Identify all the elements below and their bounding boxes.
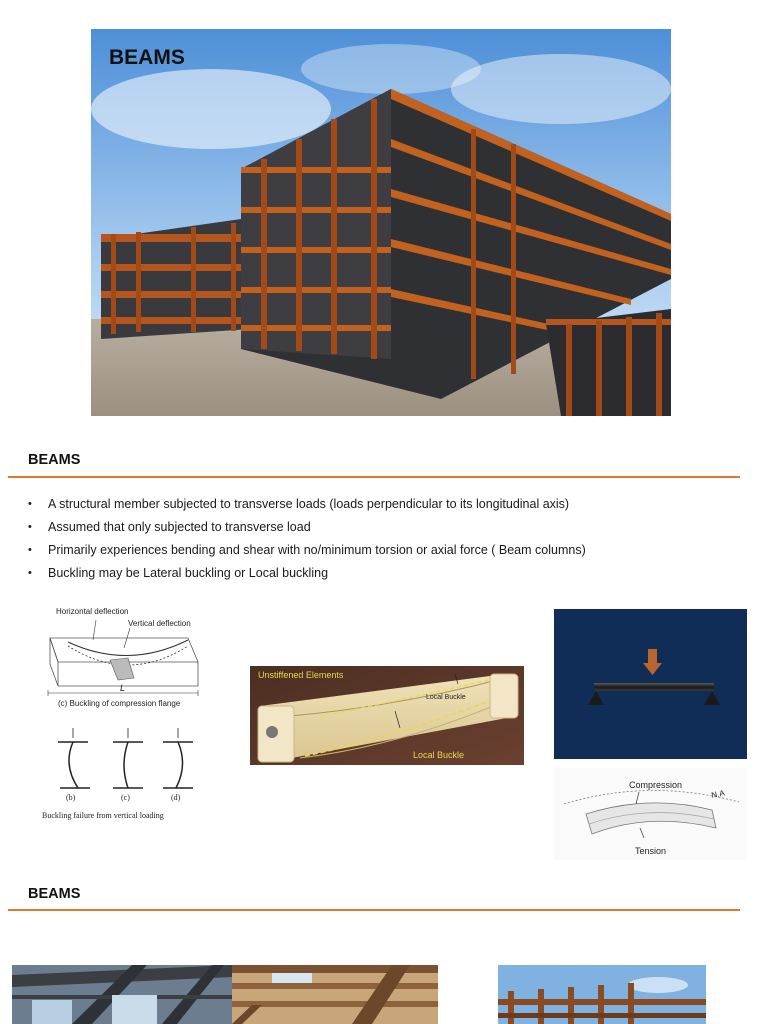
neutral-axis-label: N.A: [710, 788, 726, 800]
section-divider: [8, 476, 740, 478]
timber-roof-photo: [232, 965, 438, 1024]
compression-label: Compression: [629, 780, 683, 790]
local-buckle-photo: [250, 666, 524, 765]
section-divider: [8, 909, 740, 911]
bullet-item: • Primarily experiences bending and shear with no/minimum torsion or axial force ( Beam columns): [28, 540, 586, 563]
local-buckle-small-label: Local Buckle: [426, 694, 466, 701]
tension-label: Tension: [635, 846, 667, 856]
hero-photo-steel-beams: [91, 29, 671, 416]
section-title: BEAMS: [28, 452, 81, 468]
bullet-item: • Assumed that only subjected to transverse load: [28, 517, 586, 540]
sub-label-c: (c): [121, 793, 130, 802]
bending-stress-diagram: [554, 768, 747, 860]
span-label: L: [120, 683, 126, 693]
local-buckle-large-label: Local Buckle: [413, 750, 465, 760]
steel-frame-construction-photo: [498, 965, 706, 1024]
caption-compression-flange: (c) Buckling of compression flange: [58, 699, 181, 708]
sub-label-d: (d): [171, 793, 181, 802]
vertical-deflection-label: Vertical deflection: [128, 619, 191, 628]
section-title: BEAMS: [28, 886, 81, 902]
bullet-item: • Buckling may be Lateral buckling or Local buckling: [28, 563, 586, 586]
roof-steel-frame-photo: [12, 965, 232, 1024]
caption-vertical-loading: Buckling failure from vertical loading: [42, 811, 164, 820]
unstiffened-elements-label: Unstiffened Elements: [258, 670, 344, 680]
sub-label-b: (b): [66, 793, 76, 802]
bullet-item: • A structural member subjected to transverse loads (loads perpendicular to its longitudinal axis): [28, 494, 586, 517]
loaded-beam-figure: [554, 609, 747, 759]
bullet-list: [28, 494, 586, 586]
hero-title: BEAMS: [109, 46, 185, 69]
lateral-buckling-diagram: [38, 600, 208, 825]
horizontal-deflection-label: Horizontal deflection: [56, 607, 129, 616]
